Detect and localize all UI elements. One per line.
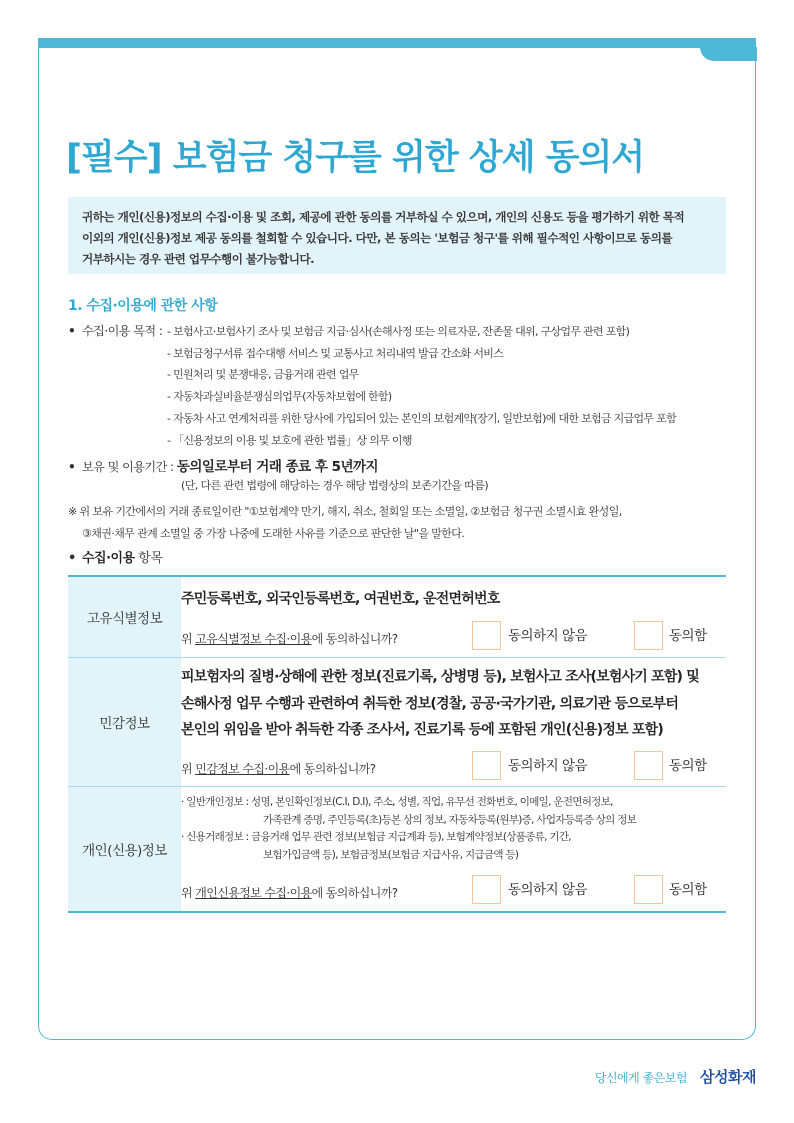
purpose-item: - 「신용정보의 이용 및 보호에 관한 법률」상 의무 이행 [167,433,412,447]
disagree-checkbox[interactable] [472,875,501,904]
disagree-checkbox[interactable] [472,621,501,650]
agree-checkbox[interactable] [634,621,663,650]
bullet-icon: • [68,460,76,474]
disagree-label: 동의하지 않음 [508,882,588,898]
notice-line: 귀하는 개인(신용)정보의 수집·이용 및 조회, 제공에 관한 동의를 거부하실 수 있으며, 개인의 신용도 등을 평가하기 위한 목적 [82,210,685,224]
retention-label: 보유 및 이용기간 : [82,460,174,474]
row-label: 고유식별정보 [68,576,181,658]
items-title-rest: 항목 [134,551,163,566]
footnote-line: ③채권·채무 관계 소멸일 중 가장 나중에 도래한 사유를 기준으로 판단한 날"을 말한다. [82,527,465,540]
table-row [68,576,726,658]
footer-slogan: 당신에게 좋은보험 [594,1071,687,1085]
purpose-item: - 민원처리 및 분쟁대응, 금융거래 관련 업무 [167,368,359,382]
row-label: 개인(신용)정보 [68,787,181,913]
disagree-checkbox[interactable] [472,751,501,780]
purpose-item: - 자동차 사고 연계처리를 위한 당사에 가입되어 있는 본인의 보험계약(장기, 일반보험)에 대한 보험금 지급업무 포함 [167,411,676,425]
row-content [181,576,726,658]
item-description-line: 손해사정 업무 수행과 관련하여 취득한 정보(경찰, 공공·국가기관, 의료기관 등으로부터 [181,695,679,712]
notice-box [68,197,726,274]
item-description: 주민등록번호, 외국인등록번호, 여권번호, 운전면허번호 [181,590,500,607]
notice-line: 이외의 개인(신용)정보 제공 동의를 철회할 수 있습니다. 다만, 본 동의는 '보험금 청구'를 위해 필수적인 사항이므로 동의를 [82,231,673,245]
items-title [68,547,162,566]
disagree-label: 동의하지 않음 [508,628,588,645]
section-title: 1. 수집·이용에 관한 사항 [68,298,218,314]
row-label: 민감정보 [68,658,181,787]
row-content [181,658,726,787]
agree-label: 동의함 [669,628,707,645]
consent-question-row [181,748,726,784]
agree-checkbox[interactable] [634,751,663,780]
item-description [181,794,726,864]
consent-question-row [181,618,726,654]
notice-line: 거부하시는 경우 관련 업무수행이 불가능합니다. [82,252,315,266]
purpose-list [167,321,676,451]
item-description-line: 보험가입금액 등), 보험금정보(보험금 지급사유, 지급금액 등) [263,848,519,861]
brand-logo: 삼성화재 [700,1068,756,1086]
retention-note: (단, 다른 관련 법령에 해당하는 경우 해당 법령상의 보존기간을 따름) [181,479,489,492]
footer [595,1066,756,1087]
consent-question: 위 개인신용정보 수집·이용에 동의하십니까? [181,886,398,900]
items-title-bold: 수집·이용 [82,551,135,566]
item-description-line: 피보험자의 질병·상해에 관한 정보(진료기록, 상병명 등), 보험사고 조사(보험사기 포함) 및 [181,669,699,686]
item-description-line: 가족관계 증명, 주민등록(초)등본 상의 정보, 자동차등록(원부)증, 사업자등록증 상의 정보 [263,813,637,826]
table-row [68,658,726,787]
agree-label: 동의함 [669,882,707,898]
item-description-line: · 일반개인정보 : 성명, 본인확인정보(C.I, D.I), 주소, 성별, 직업, 유무선 전화번호, 이메일, 운전면허정보, [181,796,613,808]
consent-table [68,575,726,913]
consent-question: 위 민감정보 수집·이용에 동의하십니까? [181,761,376,776]
page-title: [필수] 보험금 청구를 위한 상세 동의서 [66,138,645,178]
bullet-icon: • [68,551,76,566]
retention-value: 동의일로부터 거래 종료 후 5년까지 [176,459,379,475]
row-content [181,787,726,913]
purpose-row [68,322,162,339]
agree-label: 동의함 [669,757,707,774]
footnote-line: ※ 위 보유 기간에서의 거래 종료일이란 "①보험계약 만기, 해지, 취소, 철회일 또는 소멸일, ②보험금 청구권 소멸시효 완성일, [68,505,622,518]
agree-checkbox[interactable] [634,875,663,904]
footnote [68,501,622,545]
consent-question: 위 고유식별정보 수집·이용에 동의하십니까? [181,632,398,647]
purpose-label: 수집·이용 목적 : [82,324,163,338]
disagree-label: 동의하지 않음 [508,757,588,774]
table-row [68,787,726,913]
purpose-item: - 보험사고·보험사기 조사 및 보험금 지급·심사(손해사정 또는 의료자문, 잔존물 대위, 구상업무 관련 포함) [167,325,630,338]
consent-question-row [181,872,726,908]
retention-row [68,455,378,475]
item-description-line: · 신용거래정보 : 금융거래 업무 관련 정보(보험금 지급계좌 등), 보험계약정보(상품종류, 기간, [181,831,571,843]
item-description-line: 본인의 위임을 받아 취득한 각종 조사서, 진료기록 등에 포함된 개인(신용)정보 포함) [181,722,663,739]
bullet-icon: • [68,324,76,338]
purpose-item: - 보험금청구서류 접수대행 서비스 및 교통사고 처리내역 발급 간소화 서비스 [167,346,504,360]
item-description [181,664,726,744]
purpose-item: - 자동차과실비율분쟁심의업무(자동차보험에 한함) [167,390,392,404]
